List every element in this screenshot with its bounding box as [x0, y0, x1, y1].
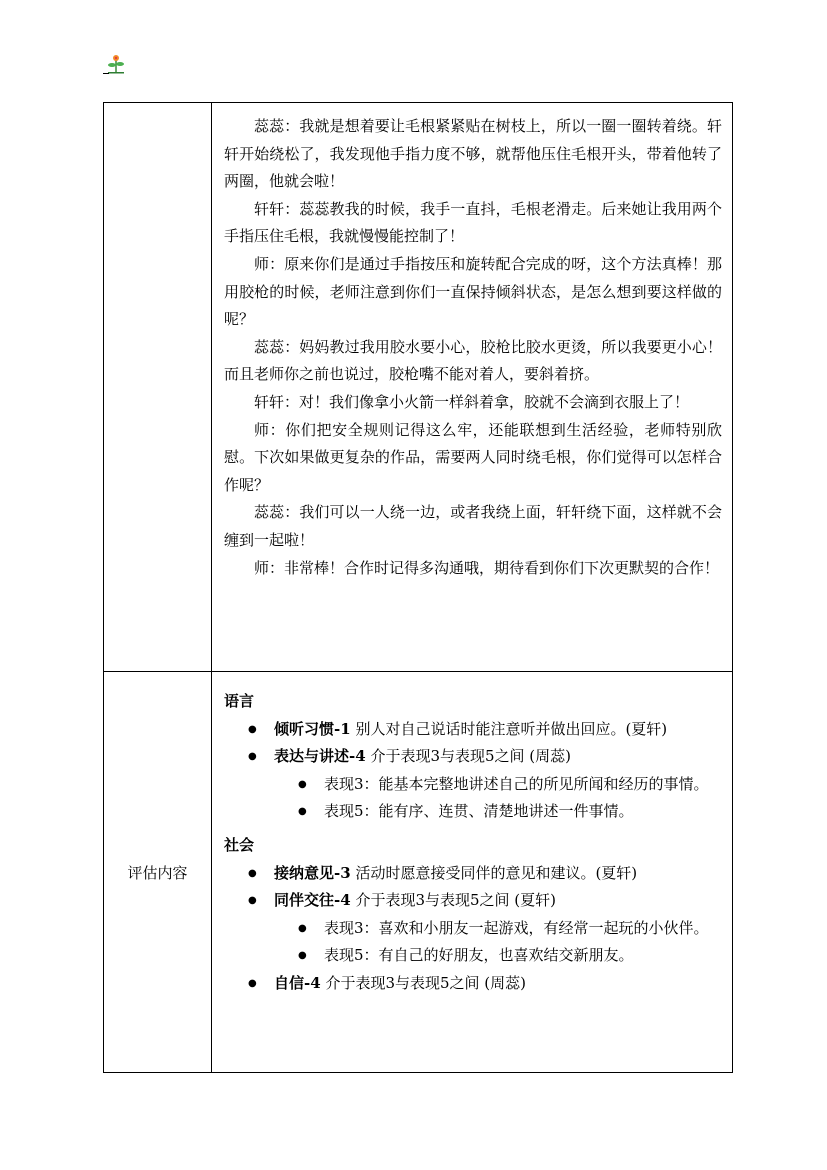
assessment-label: 评估内容: [104, 672, 212, 1073]
dialogue-paragraph: 师：你们把安全规则记得这么牢，还能联想到生活经验，老师特别欣慰。下次如果做更复杂的作品，需要两人同时绕毛根，你们觉得可以怎样合作呢？: [224, 420, 722, 494]
assessment-cell: [212, 672, 733, 1073]
assessment-table: [103, 102, 733, 1073]
dialogue-paragraph: 蕊蕊：我就是想着要让毛根紧紧贴在树枝上，所以一圈一圈转着绕。轩轩开始绕松了，我发现他手指力度不够，就帮他压住毛根开头，带着他转了两圈，他就会啦！: [224, 117, 722, 191]
item-text: 活动时愿意接受同伴的意见和建议。(夏轩): [350, 863, 638, 882]
item-text: 别人对自己说话时能注意听并做出回应。(夏轩): [350, 719, 668, 738]
dialogue-row: [104, 103, 733, 672]
dialogue-paragraph: 蕊蕊：妈妈教过我用胶水要小心，胶枪比胶水更烫，所以我要更小心！而且老师你之前也说过，胶枪嘴不能对着人，要斜着挤。: [224, 337, 722, 384]
sub-list: [274, 915, 722, 970]
header-mark: [103, 73, 109, 74]
social-list: [224, 860, 722, 998]
item-text: 介于表现3与表现5之间 (夏轩): [350, 891, 557, 910]
item-text: 介于表现3与表现5之间 (周蕊): [320, 973, 527, 992]
item-text: 介于表现3与表现5之间 (周蕊): [365, 747, 572, 766]
dialogue-paragraph: 轩轩：对！我们像拿小火箭一样斜着拿，胶就不会滴到衣服上了！: [254, 392, 690, 411]
item-name: 接纳意见-3: [274, 863, 351, 882]
assessment-row: [104, 672, 733, 1073]
list-item: [224, 743, 722, 826]
dialogue-paragraph: 师：非常棒！合作时记得多沟通哦，期待看到你们下次更默契的合作！: [254, 558, 720, 577]
sub-list: [274, 771, 722, 826]
language-list: [224, 716, 722, 826]
dialogue-paragraph: 轩轩：蕊蕊教我的时候，我手一直抖，毛根老滑走。后来她让我用两个手指压住毛根，我就慢慢能控制了！: [224, 199, 722, 246]
section-title-social: 社会: [224, 835, 255, 854]
item-name: 同伴交往-4: [274, 891, 351, 910]
item-name: 倾听习惯-1: [274, 719, 351, 738]
dialogue-cell: [212, 103, 733, 672]
list-item: [224, 860, 722, 888]
list-item: [224, 970, 722, 998]
list-item: [224, 716, 722, 744]
list-item: [224, 887, 722, 970]
sub-item: ● 表现3：能基本完整地讲述自己的所见所闻和经历的事情。: [274, 771, 722, 799]
item-name: 表达与讲述-4: [274, 747, 366, 766]
sub-item: ● 表现5：有自己的好朋友，也喜欢结交新朋友。: [274, 942, 722, 970]
item-name: 自信-4: [274, 973, 321, 992]
dialogue-paragraph: 师：原来你们是通过手指按压和旋转配合完成的呀，这个方法真棒！那用胶枪的时候，老师注意到你们一直保持倾斜状态，是怎么想到要这样做的呢？: [224, 254, 722, 329]
empty-label-cell: [104, 103, 212, 672]
section-title-language: 语言: [224, 692, 255, 710]
sub-item: ● 表现3：喜欢和小朋友一起游戏，有经常一起玩的小伙伴。: [274, 915, 722, 943]
dialogue-paragraph: 蕊蕊：我们可以一人绕一边，或者我绕上面，轩轩绕下面，这样就不会缠到一起啦！: [224, 503, 722, 549]
sub-item: ● 表现5：能有序、连贯、清楚地讲述一件事情。: [274, 798, 722, 826]
